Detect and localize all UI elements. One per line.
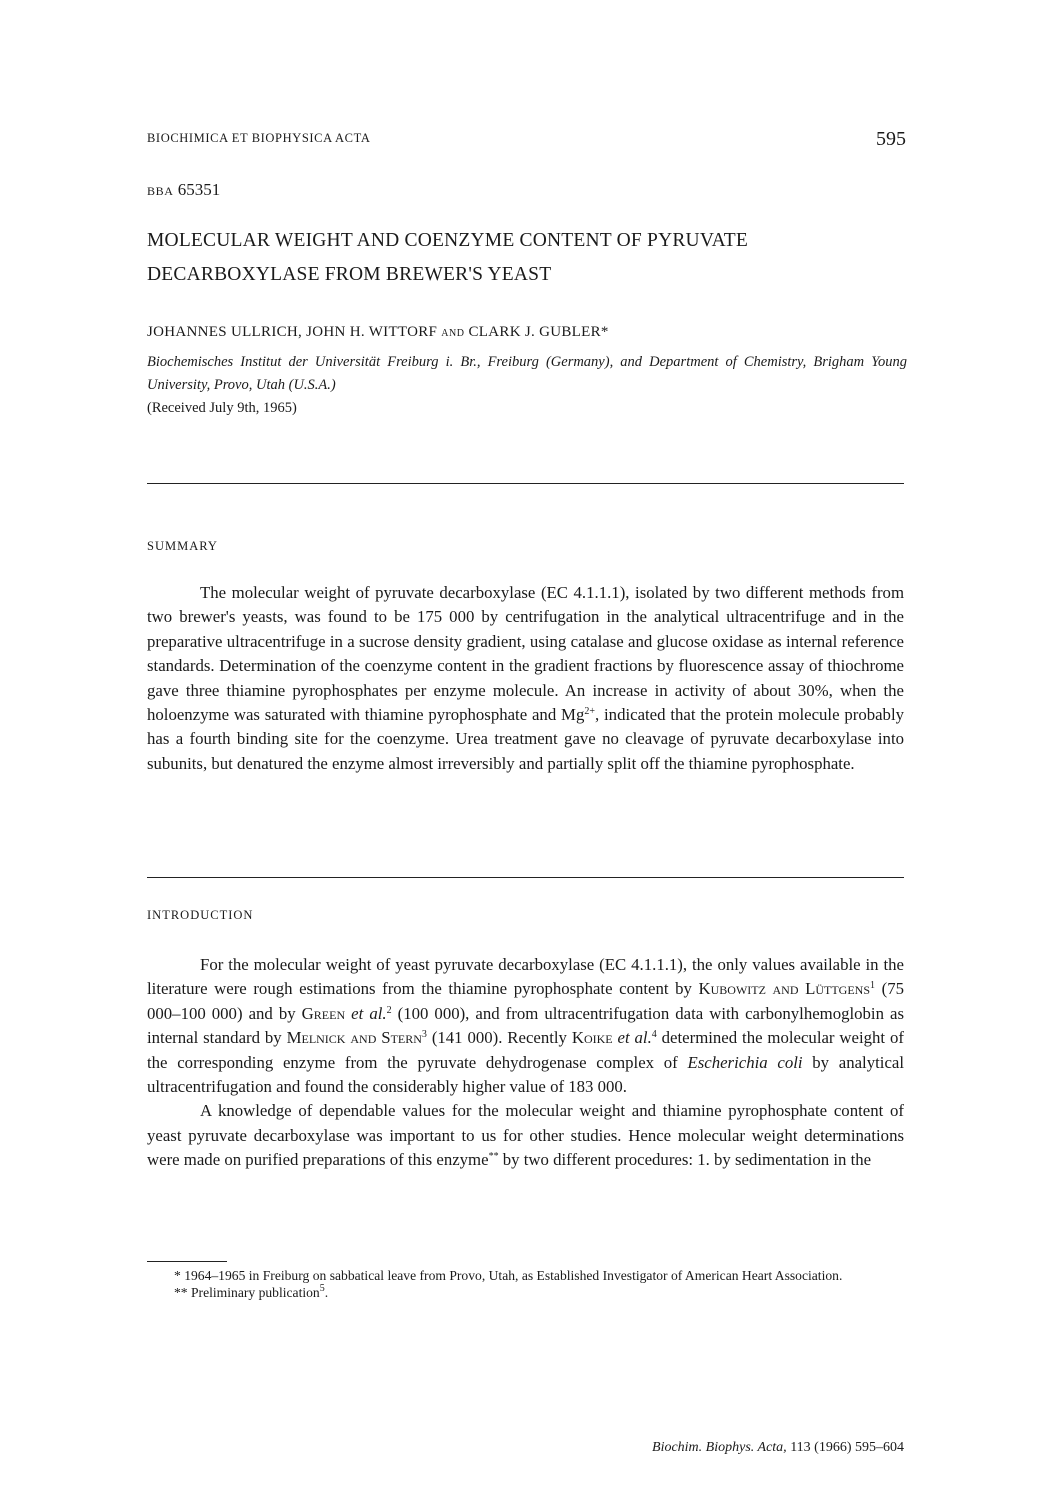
intro-text-segment: For the molecular weight of yeast pyruvate decarboxylase (EC 4.1.1.1), the only values available in the literature were rough estimations from the thiamine pyrophosphate content by [147, 955, 904, 999]
footnote-2-end: . [324, 1284, 329, 1300]
authors-part2: CLARK J. GUBLER* [468, 324, 609, 340]
ref-4: 4 [651, 1029, 657, 1041]
page-number: 595 [876, 128, 906, 150]
intro-text-segment: determined the molecular weight of the corresponding enzyme from the pyruvate dehydrogenase complex of [147, 1028, 904, 1072]
running-head: BIOCHIMICA ET BIOPHYSICA ACTA [147, 131, 371, 145]
summary-heading: SUMMARY [147, 539, 218, 553]
intro-text-segment: by analytical ultracentrifugation and found the considerably higher value of 183 000. [147, 1052, 904, 1097]
bba-prefix: BBA [147, 184, 174, 198]
summary-text-part2: , indicated that the protein molecule probably has a fourth binding site for the coenzyme. Urea treatment gave no cleavage of pyruvate decarboxylase into subunits, but denatured the enzyme almost irreversibly and partially split off the thiamine pyrophosphate. [147, 705, 904, 773]
introduction-heading: INTRODUCTION [147, 908, 254, 922]
intro-text-segment: (100 000), and from ultracentrifugation data with carbonylhemoglobin as internal standard by [147, 1003, 905, 1048]
authors-and: AND [441, 328, 465, 339]
divider-top [147, 483, 904, 484]
et-al: et al. [351, 1003, 387, 1023]
authors [147, 324, 609, 341]
bba-number: 65351 [177, 180, 221, 199]
footnote-2 [147, 1282, 904, 1302]
footnotes [147, 1268, 904, 1301]
ref-3: 3 [421, 1029, 427, 1041]
footnote-2-text: ** Preliminary publication [174, 1284, 320, 1300]
author-ref-koike: Koike [571, 1028, 613, 1048]
author-ref-green: Green [301, 1003, 346, 1023]
article-title: MOLECULAR WEIGHT AND COENZYME CONTENT OF PYRUVATE DECARBOXYLASE FROM BREWER'S YEAST [147, 230, 748, 285]
intro-text-segment: by two different procedures: 1. by sedimentation in the [502, 1150, 872, 1170]
species-name: Escherichia coli [687, 1052, 803, 1072]
authors-part1: JOHANNES ULLRICH, JOHN H. WITTORF [147, 324, 438, 340]
intro-paragraph-2 [147, 1099, 904, 1172]
author-ref-kubowitz: Kubowitz and Lüttgens [698, 979, 871, 999]
et-al: et al. [617, 1028, 652, 1048]
intro-paragraph-1 [147, 953, 904, 1099]
journal-citation [652, 1440, 904, 1456]
summary-superscript: 2+ [584, 706, 595, 718]
bba-code [147, 180, 220, 200]
footnote-marker: ** [488, 1151, 499, 1163]
intro-text-segment: A knowledge of dependable values for the molecular weight and thiamine pyrophosphate content of yeast pyruvate decarboxylase was important to us for other studies. Hence molecular weight determinations were made on purified preparations of this enzyme [147, 1101, 904, 1170]
ref-2: 2 [386, 1004, 392, 1016]
divider-bottom [147, 877, 904, 878]
author-ref-melnick: Melnick and Stern [286, 1028, 422, 1048]
intro-text-segment: (75 000–100 000) and by [147, 979, 904, 1023]
introduction-text [147, 953, 904, 1173]
summary-text-part1: The molecular weight of pyruvate decarboxylase (EC 4.1.1.1), isolated by two different methods from two brewer's yeasts, was found to be 175 000 by centrifugation in the analytical ultracentrifuge and in the preparative ultracentrifuge in a sucrose density gradient, using catalase and glucose oxidase as internal reference standards. Determination of the coenzyme content in the gradient fractions by fluorescence assay of thiochrome gave three thiamine pyrophosphates per enzyme molecule. An increase in activity of about 30%, when the holoenzyme was saturated with thiamine pyrophosphate and Mg [147, 583, 904, 725]
ref-1: 1 [870, 980, 876, 992]
received-date: (Received July 9th, 1965) [147, 400, 297, 416]
ref-5: 5 [319, 1282, 325, 1294]
footnote-1: * 1964–1965 in Freiburg on sabbatical leave from Provo, Utah, as Established Investigator of American Heart Association. [174, 1268, 843, 1283]
footnote-rule [147, 1261, 227, 1262]
affiliation: Biochemisches Institut der Universität Freiburg i. Br., Freiburg (Germany), and Department of Chemistry, Brigham Young University, Provo, Utah (U.S.A.) [147, 354, 907, 393]
intro-text-segment: (141 000). Recently [431, 1028, 567, 1048]
summary-text [147, 581, 904, 776]
citation-journal: Biochim. Biophys. Acta, [652, 1440, 787, 1455]
citation-volume: 113 (1966) 595–604 [790, 1440, 904, 1455]
